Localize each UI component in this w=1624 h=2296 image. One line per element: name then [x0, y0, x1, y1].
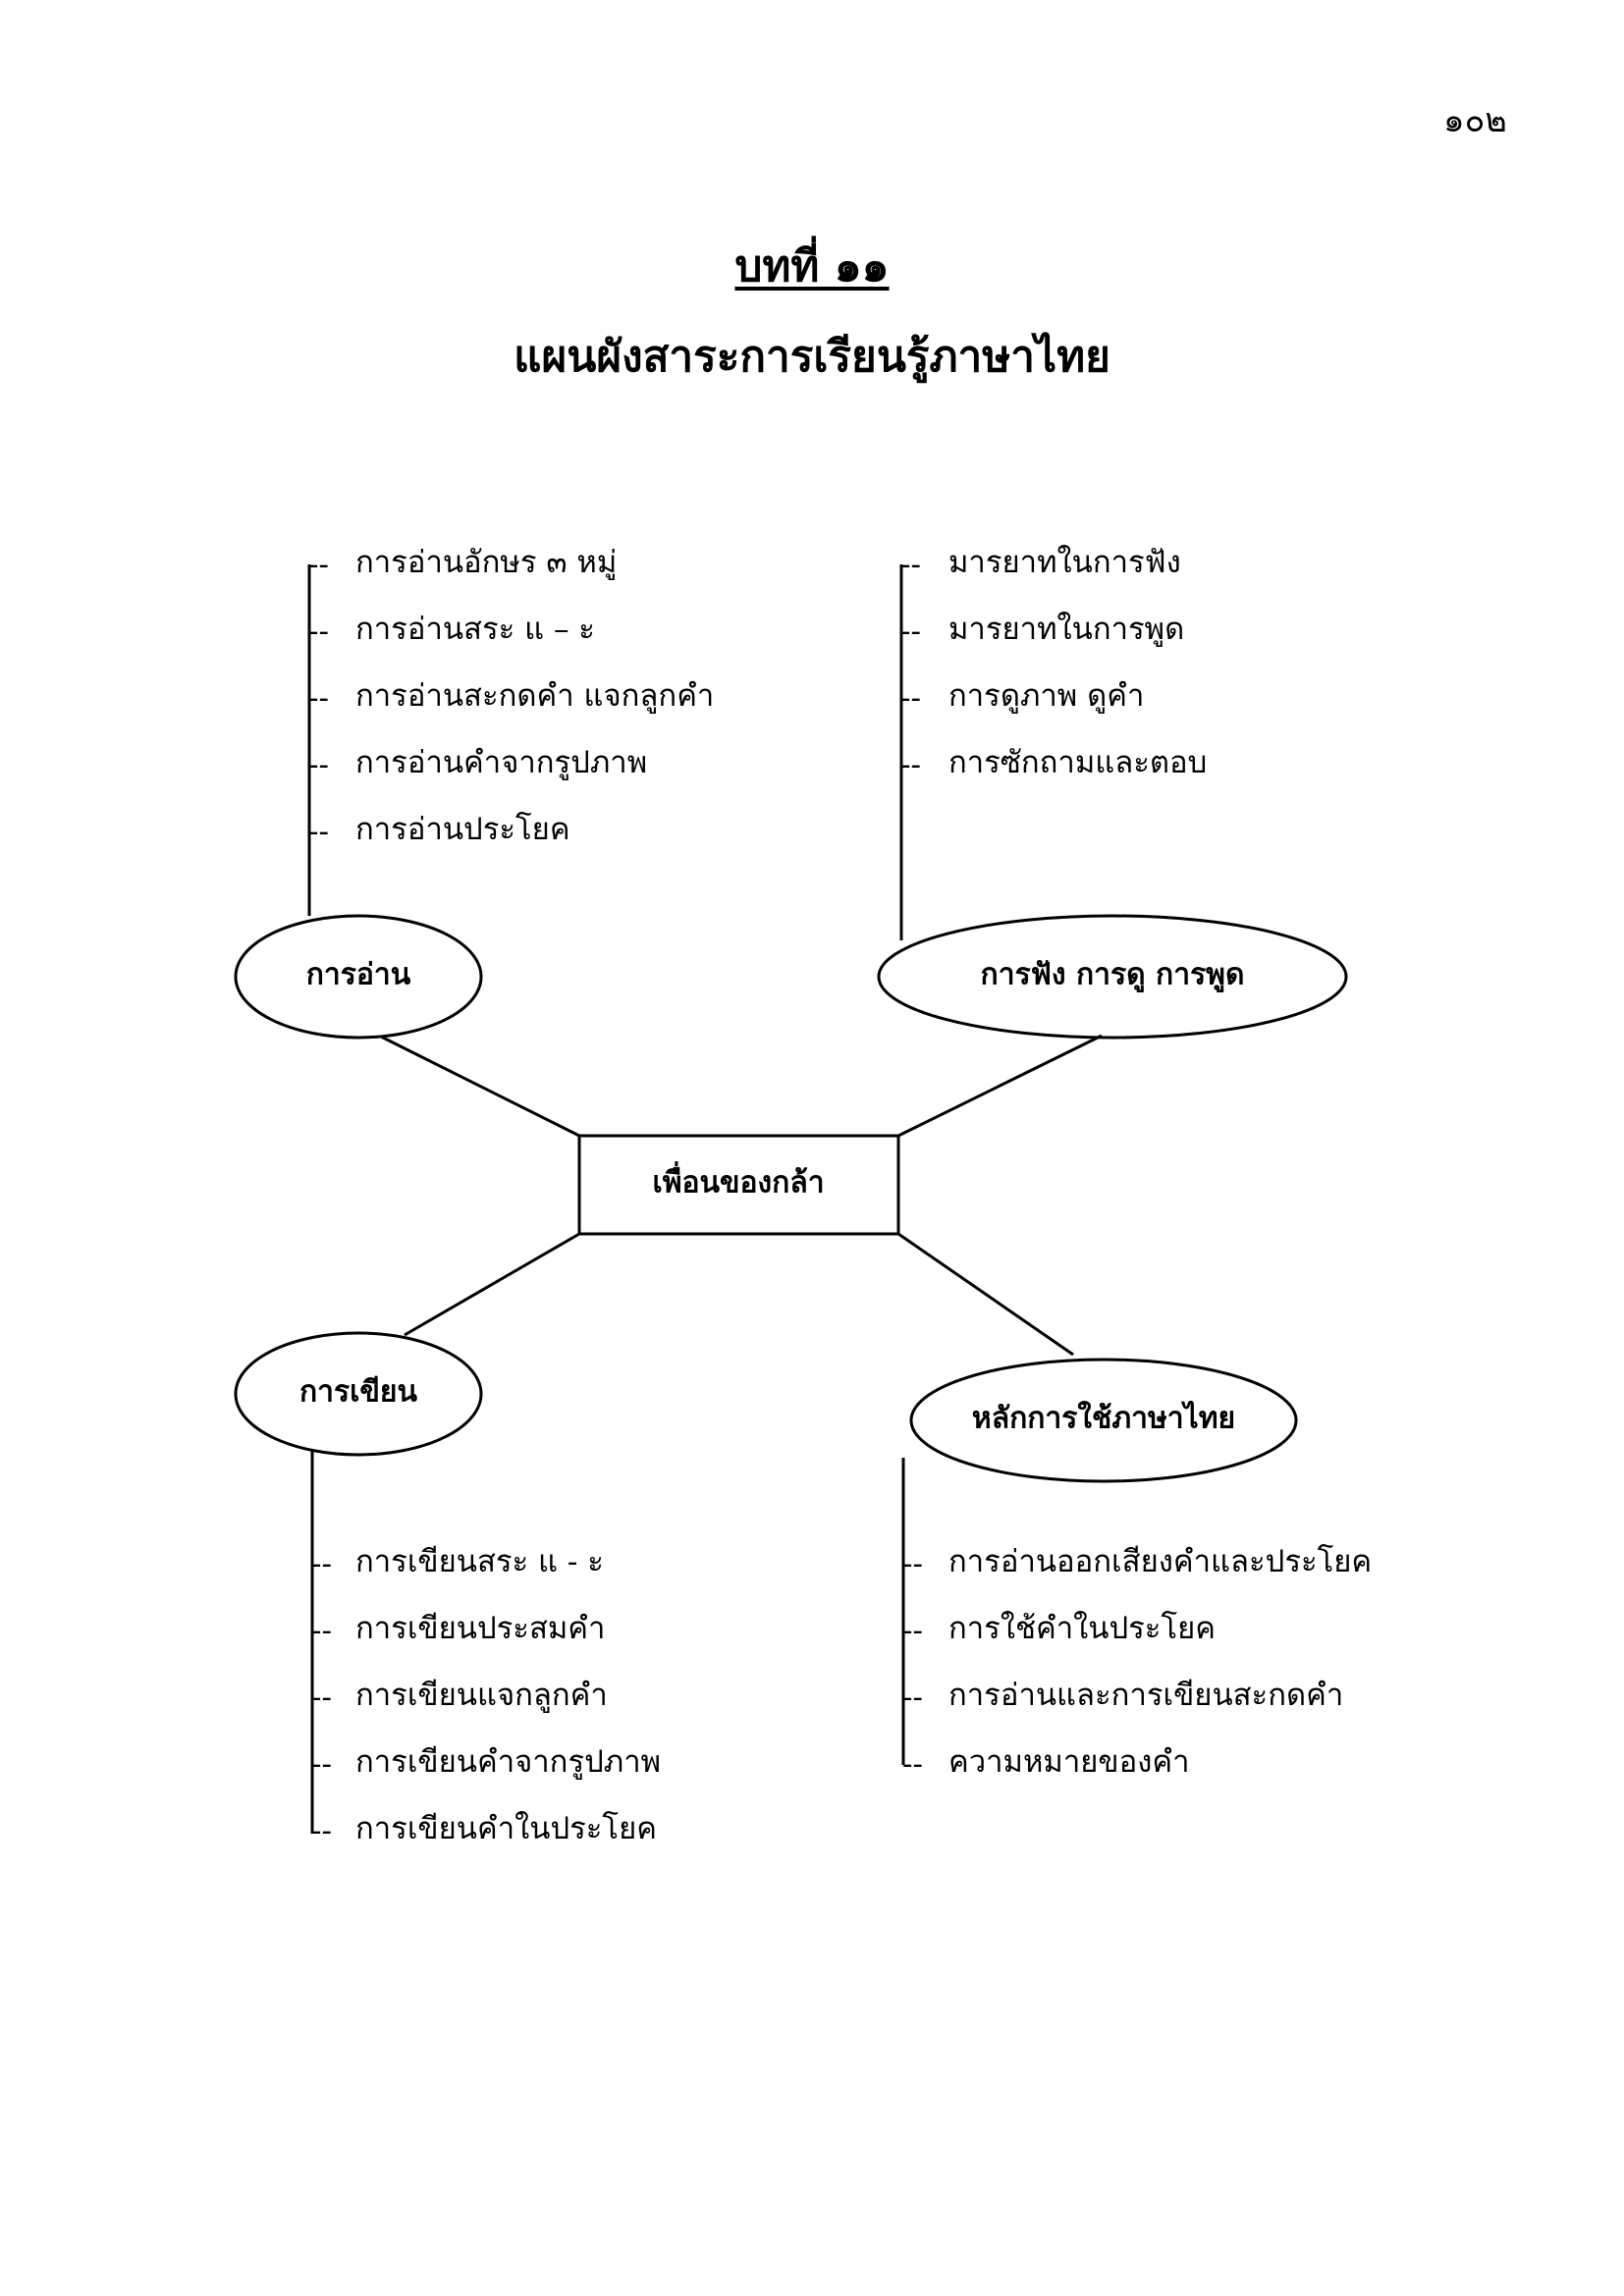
- list-item: มารยาทในการพูด: [948, 612, 1185, 647]
- list-item: การอ่านอักษร ๓ หมู่: [355, 545, 618, 580]
- list-item: การเขียนสระ แ - ะ: [355, 1544, 604, 1579]
- list-item: การอ่านสะกดคำ แจกลูกคำ: [355, 678, 715, 714]
- list-item: ความหมายของคำ: [948, 1744, 1190, 1780]
- connector-principles: [898, 1234, 1073, 1355]
- node-reading-label: การอ่าน: [305, 957, 411, 992]
- chapter-heading-text: บทที่ ๑๑: [734, 241, 890, 292]
- list-item: การอ่านประโยค: [355, 812, 570, 847]
- list-item: การอ่านคำจากรูปภาพ: [355, 745, 648, 780]
- list-item: การอ่านสระ แ – ะ: [355, 612, 595, 647]
- list-item: การใช้คำในประโยค: [948, 1611, 1217, 1646]
- connector-reading: [381, 1037, 579, 1136]
- list-item: การอ่านออกเสียงคำและประโยค: [948, 1544, 1373, 1579]
- connector-listening: [898, 1036, 1102, 1136]
- list-item: การเขียนแจกลูกคำ: [355, 1678, 608, 1713]
- list-item: การอ่านและการเขียนสะกดคำ: [948, 1678, 1344, 1713]
- list-item: การเขียนประสมคำ: [355, 1611, 606, 1646]
- connector-writing: [405, 1234, 579, 1335]
- list-item: มารยาทในการฟัง: [948, 545, 1181, 580]
- center-node-label: เพื่อนของกล้า: [652, 1165, 825, 1201]
- list-item: การซักถามและตอบ: [948, 745, 1208, 780]
- node-writing-label: การเขียน: [299, 1374, 417, 1410]
- list-item: การเขียนคำจากรูปภาพ: [355, 1744, 662, 1780]
- node-listening-label: การฟัง การดู การพูด: [980, 957, 1245, 992]
- list-item: การเขียนคำในประโยค: [355, 1811, 657, 1846]
- list-item: การดูภาพ ดูคำ: [948, 678, 1145, 714]
- page-number: ๑๐๒: [1443, 101, 1507, 140]
- page-title: แผนผังสาระการเรียนรู้ภาษาไทย: [514, 332, 1110, 382]
- node-principles-label: หลักการใช้ภาษาไทย: [971, 1401, 1236, 1436]
